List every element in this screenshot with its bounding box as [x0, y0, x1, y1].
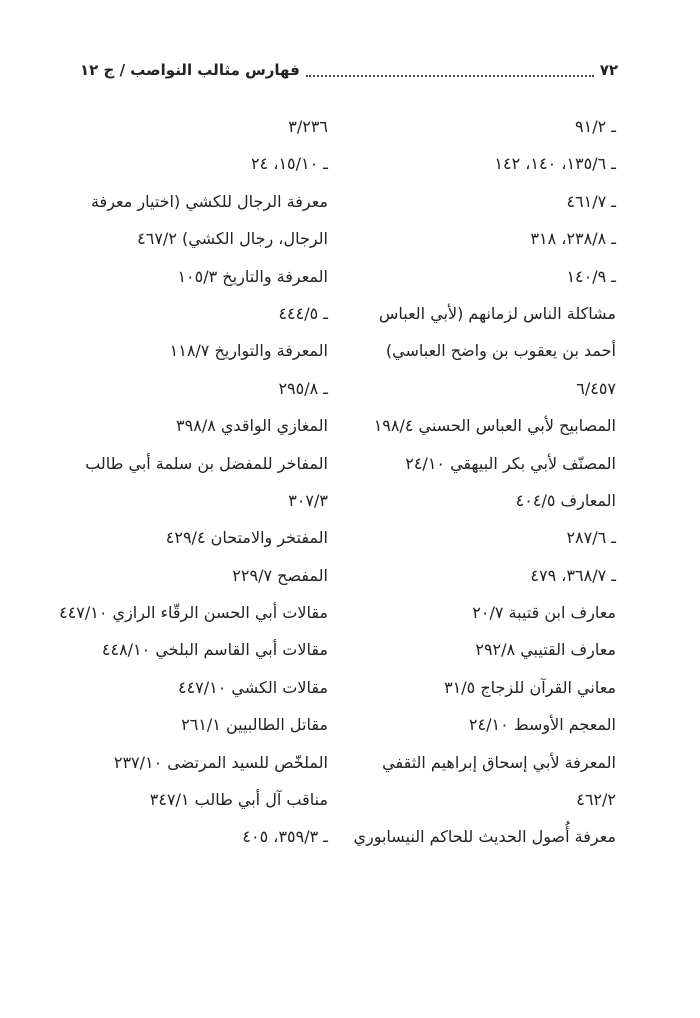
index-entry: ٤٥۷/٦ [576, 378, 616, 398]
index-column-left [38, 112, 328, 860]
index-entry: ـ ٤٦۱/۷ [566, 191, 616, 211]
index-entry: ۳۰۷/۳ [288, 490, 328, 510]
index-entry: ـ ۱٤۰/۹ [566, 266, 616, 286]
index-entry: المفتخر والامتحان ٤۲۹/٤ [165, 528, 328, 548]
index-entry: ٤٦۲/۲ [576, 790, 616, 810]
index-entry: مقالات أبي الحسن الرقّاء الرازي ٤٤۷/۱۰ [59, 603, 328, 623]
index-entry: ۲۳٦/۳ [288, 117, 328, 136]
dotted-leader [306, 63, 594, 77]
index-entry: المعرفة لأبي إسحاق إبراهيم الثقفي [382, 752, 616, 772]
index-entry: المفاخر للمفضل بن سلمة أبي طالب [85, 453, 328, 473]
index-entry: المعجم الأوسط ۲٤/۱۰ [468, 715, 616, 735]
index-entry: مقاتل الطالبيين ۲٦۱/۱ [181, 715, 328, 735]
index-entry: ـ ۱٥/۱۰، ۲٤ [251, 154, 328, 174]
index-entry: ـ ۳٥۹/۳، ٤۰٥ [242, 827, 328, 847]
running-header [80, 56, 618, 84]
index-entry: المغازي الواقدي ۳۹۸/۸ [176, 416, 328, 436]
index-column-right [346, 112, 616, 860]
index-entry: ـ ٤٤٤/٥ [278, 303, 328, 323]
index-entry: مقالات أبي القاسم البلخي ٤٤۸/۱۰ [101, 640, 328, 660]
index-entry: المصنّف لأبي بكر البيهقي ۲٤/۱۰ [405, 453, 616, 473]
index-entry: مناقب آل أبي طالب ۳٤۷/۱ [149, 790, 328, 810]
index-entry: ـ ۲۸۷/٦ [566, 528, 616, 548]
index-entry: ـ ۲۹٥/۸ [278, 378, 328, 398]
page-number: ۷۲ [599, 61, 618, 79]
index-entry: معاني القرآن للزجاج ۳۱/٥ [444, 677, 616, 697]
index-entry: مشاكلة الناس لزمانهم (لأبي العباس [378, 303, 616, 323]
index-entry: ـ ۲۳۸/۸، ۳۱۸ [530, 229, 616, 249]
index-entry: معرفة الرجال للكشي (اختيار معرفة [90, 191, 328, 211]
index-entry: الرجال، رجال الكشي) ٤٦۷/۲ [137, 229, 328, 249]
index-entry: ـ ۱۳٥/٦، ۱٤۰، ۱٤۲ [494, 154, 616, 174]
index-entry: مقالات الكشي ٤٤۷/۱۰ [177, 677, 328, 697]
index-entry: المعارف ٤۰٤/٥ [515, 490, 616, 510]
index-entry: أحمد بن يعقوب بن واضح العباسي) [385, 341, 616, 361]
index-entry: المصابيح لأبي العباس الحسني ۱۹۸/٤ [373, 416, 616, 436]
index-entry: ـ ۳٦۸/۷، ٤۷۹ [530, 565, 616, 585]
index-entry: الملخّص للسيد المرتضى ۲۳۷/۱۰ [113, 752, 328, 772]
running-title: فهارس مثالب النواصب / ج ۱۲ [80, 61, 300, 79]
index-entry: المفصح ۲۲۹/۷ [232, 565, 328, 585]
index-entry: معارف ابن قتيبة ۲۰/۷ [472, 603, 616, 623]
index-entry: معرفة أُصول الحديث للحاكم النيسابوري [353, 827, 616, 847]
index-entry: معارف القتيبي ۲۹۲/۸ [475, 640, 616, 660]
index-entry: ـ ۹۱/۲ [575, 117, 616, 136]
index-entry: المعرفة والتاريخ ۱۰٥/۳ [177, 266, 328, 286]
index-entry: المعرفة والتواريخ ۱۱۸/۷ [169, 341, 328, 361]
